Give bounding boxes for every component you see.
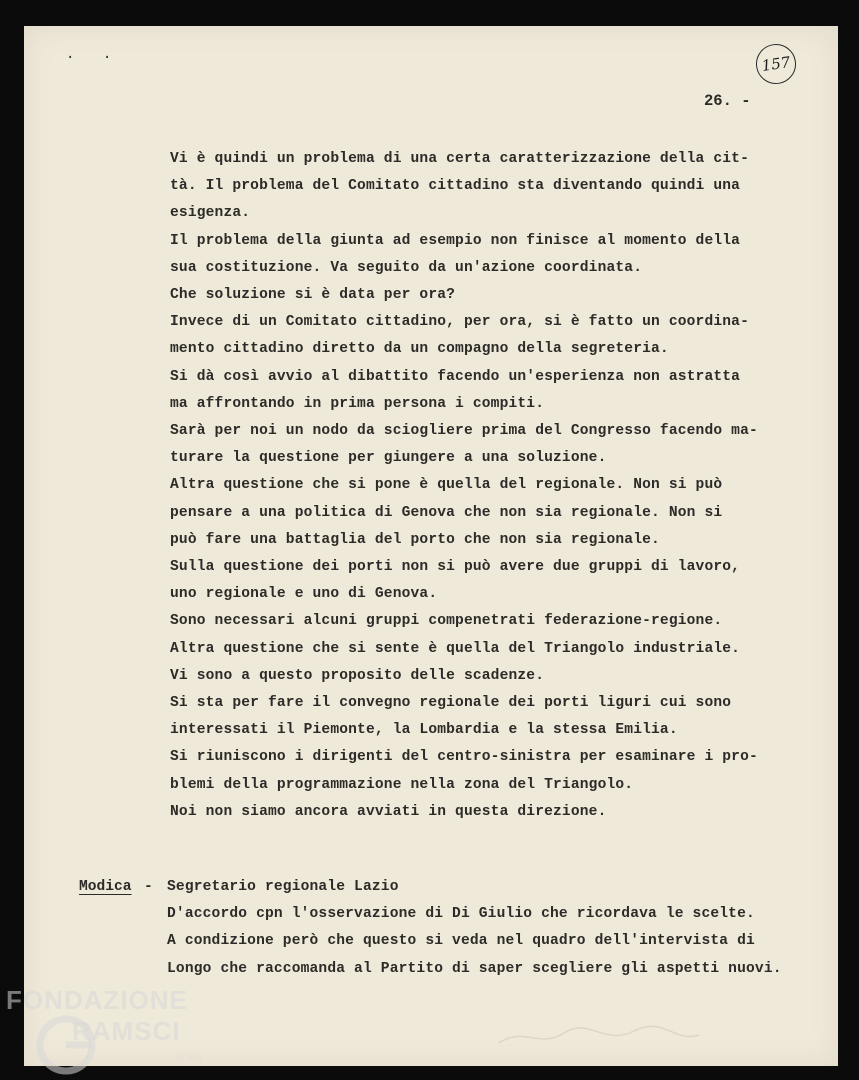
body-line: pensare a una politica di Genova che non sia regionale. Non si (170, 504, 723, 521)
body-line: Si dà così avvio al dibattito facendo un'esperienza non astratta (170, 368, 741, 385)
page-number: 26. - (704, 92, 751, 110)
body-line: tà. Il problema del Comitato cittadino sta diventando quindi una (170, 178, 741, 195)
body-line: Che soluzione si è data per ora? (170, 287, 456, 304)
body-line: sua costituzione. Va seguito da un'azione coordinata. (170, 259, 643, 276)
body-line: Si riuniscono i dirigenti del centro-sinistra per esaminare i pro- (170, 749, 758, 766)
watermark-onlus: onlus (176, 1051, 203, 1063)
body-line: Sono necessari alcuni gruppi compenetrati federazione-regione. (170, 613, 723, 630)
body-line: ma affrontando in prima persona i compiti. (170, 395, 545, 412)
body-line: mento cittadino diretto da un compagno della segreteria. (170, 341, 669, 358)
archive-number: 157 (760, 53, 792, 75)
speech-line: D'accordo cpn l'osservazione di Di Giulio che ricordava le scelte. (167, 906, 755, 923)
faint-handwriting (494, 1021, 704, 1051)
body-text (170, 146, 758, 826)
speaker-dash: - (144, 879, 153, 895)
punch-marks: · · (66, 50, 122, 66)
body-line: uno regionale e uno di Genova. (170, 586, 438, 603)
body-line: Si sta per fare il convegno regionale dei porti liguri cui sono (170, 695, 732, 712)
speaker-role: Segretario regionale Lazio (167, 879, 399, 895)
watermark-line-2: RAMSCI (72, 1016, 181, 1046)
speech-line: A condizione però che questo si veda nel quadro dell'intervista di (167, 933, 755, 950)
body-line: blemi della programmazione nella zona del Triangolo. (170, 776, 634, 793)
speaker-speech (167, 874, 782, 983)
body-line: Noi non siamo ancora avviati in questa direzione. (170, 803, 607, 820)
document-page (24, 26, 838, 1066)
body-line: Altra questione che si sente è quella del Triangolo industriale. (170, 640, 741, 657)
body-line: può fare una battaglia del porto che non sia regionale. (170, 531, 660, 548)
body-line: Invece di un Comitato cittadino, per ora, si è fatto un coordina- (170, 314, 749, 331)
body-line: Sulla questione dei porti non si può avere due gruppi di lavoro, (170, 559, 741, 576)
body-line: interessati il Piemonte, la Lombardia e la stessa Emilia. (170, 722, 678, 739)
body-line: Vi è quindi un problema di una certa caratterizzazione della cit- (170, 151, 749, 167)
archive-stamp (753, 41, 798, 86)
body-line: turare la questione per giungere a una soluzione. (170, 450, 607, 467)
body-line: esigenza. (170, 205, 251, 222)
body-line: Il problema della giunta ad esempio non finisce al momento della (170, 232, 741, 249)
body-line: Vi sono a questo proposito delle scadenze. (170, 667, 545, 684)
speaker-name: Modica (79, 879, 132, 895)
body-line: Altra questione che si pone è quella del regionale. Non si può (170, 477, 723, 494)
speech-line: Longo che raccomanda al Partito di saper scegliere gli aspetti nuovi. (167, 960, 782, 977)
watermark-line-1: FONDAZIONE (6, 985, 188, 1015)
body-line: Sarà per noi un nodo da sciogliere prima del Congresso facendo ma- (170, 423, 758, 440)
